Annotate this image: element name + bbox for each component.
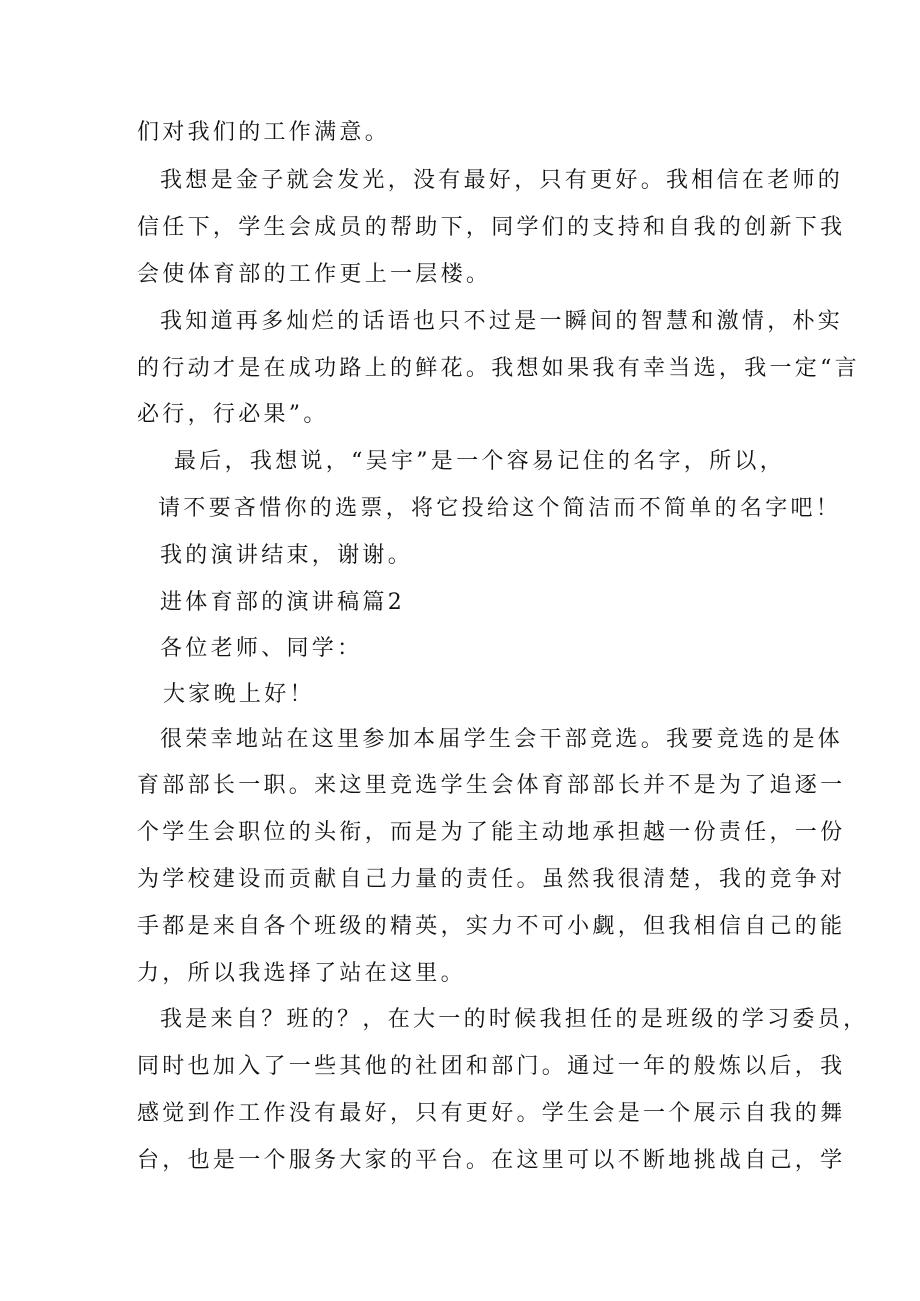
text-line: 力，所以我选择了站在这里。 bbox=[137, 961, 466, 986]
text-line: 为学校建设而贡献自己力量的责任。虽然我很清楚，我的竞争对 bbox=[137, 867, 846, 892]
text-line: 会使体育部的工作更上一层楼。 bbox=[137, 262, 492, 287]
text-line: 的行动才是在成功路上的鲜花。我想如果我有幸当选，我一定“言 bbox=[137, 356, 860, 381]
paragraph-first-line: 我是来自？班的？，在大一的时候我担任的是班级的学习委员， bbox=[160, 1007, 869, 1032]
text-line: 个学生会职位的头衔，而是为了能主动地承担越一份责任，一份 bbox=[137, 820, 846, 845]
text-line: 感觉到作工作没有最好，只有更好。学生会是一个展示自我的舞 bbox=[137, 1101, 846, 1126]
salutation: 各位老师、同学： bbox=[160, 636, 363, 661]
paragraph-first-line: 最后，我想说，“吴宇”是一个容易记住的名字，所以， bbox=[174, 449, 785, 474]
text-line: 们对我们的工作满意。 bbox=[137, 120, 391, 145]
paragraph-first-line: 很荣幸地站在这里参加本届学生会干部竞选。我要竞选的是体 bbox=[160, 727, 844, 752]
text-line: 手都是来自各个班级的精英，实力不可小觑，但我相信自己的能 bbox=[137, 914, 846, 939]
paragraph-first-line: 我想是金子就会发光，没有最好，只有更好。我相信在老师的 bbox=[160, 168, 844, 193]
text-line: 必行，行必果”。 bbox=[137, 402, 329, 427]
text-line: 同时也加入了一些其他的社团和部门。通过一年的般炼以后，我 bbox=[137, 1054, 846, 1079]
text-line: 请不要吝惜你的选票，将它投给这个简洁而不简单的名字吧！ bbox=[158, 496, 842, 521]
text-line: 台，也是一个服务大家的平台。在这里可以不断地挑战自己，学 bbox=[137, 1148, 846, 1173]
greeting: 大家晚上好！ bbox=[163, 682, 315, 707]
closing-line: 我的演讲结束，谢谢。 bbox=[160, 543, 414, 568]
text-line: 信任下，学生会成员的帮助下，同学们的支持和自我的创新下我 bbox=[137, 215, 846, 240]
paragraph-first-line: 我知道再多灿烂的话语也只不过是一瞬间的智慧和激情，朴实 bbox=[160, 309, 844, 334]
section-heading: 进体育部的演讲稿篇2 bbox=[160, 590, 405, 615]
text-line: 育部部长一职。来这里竞选学生会体育部部长并不是为了追逐一 bbox=[137, 773, 846, 798]
